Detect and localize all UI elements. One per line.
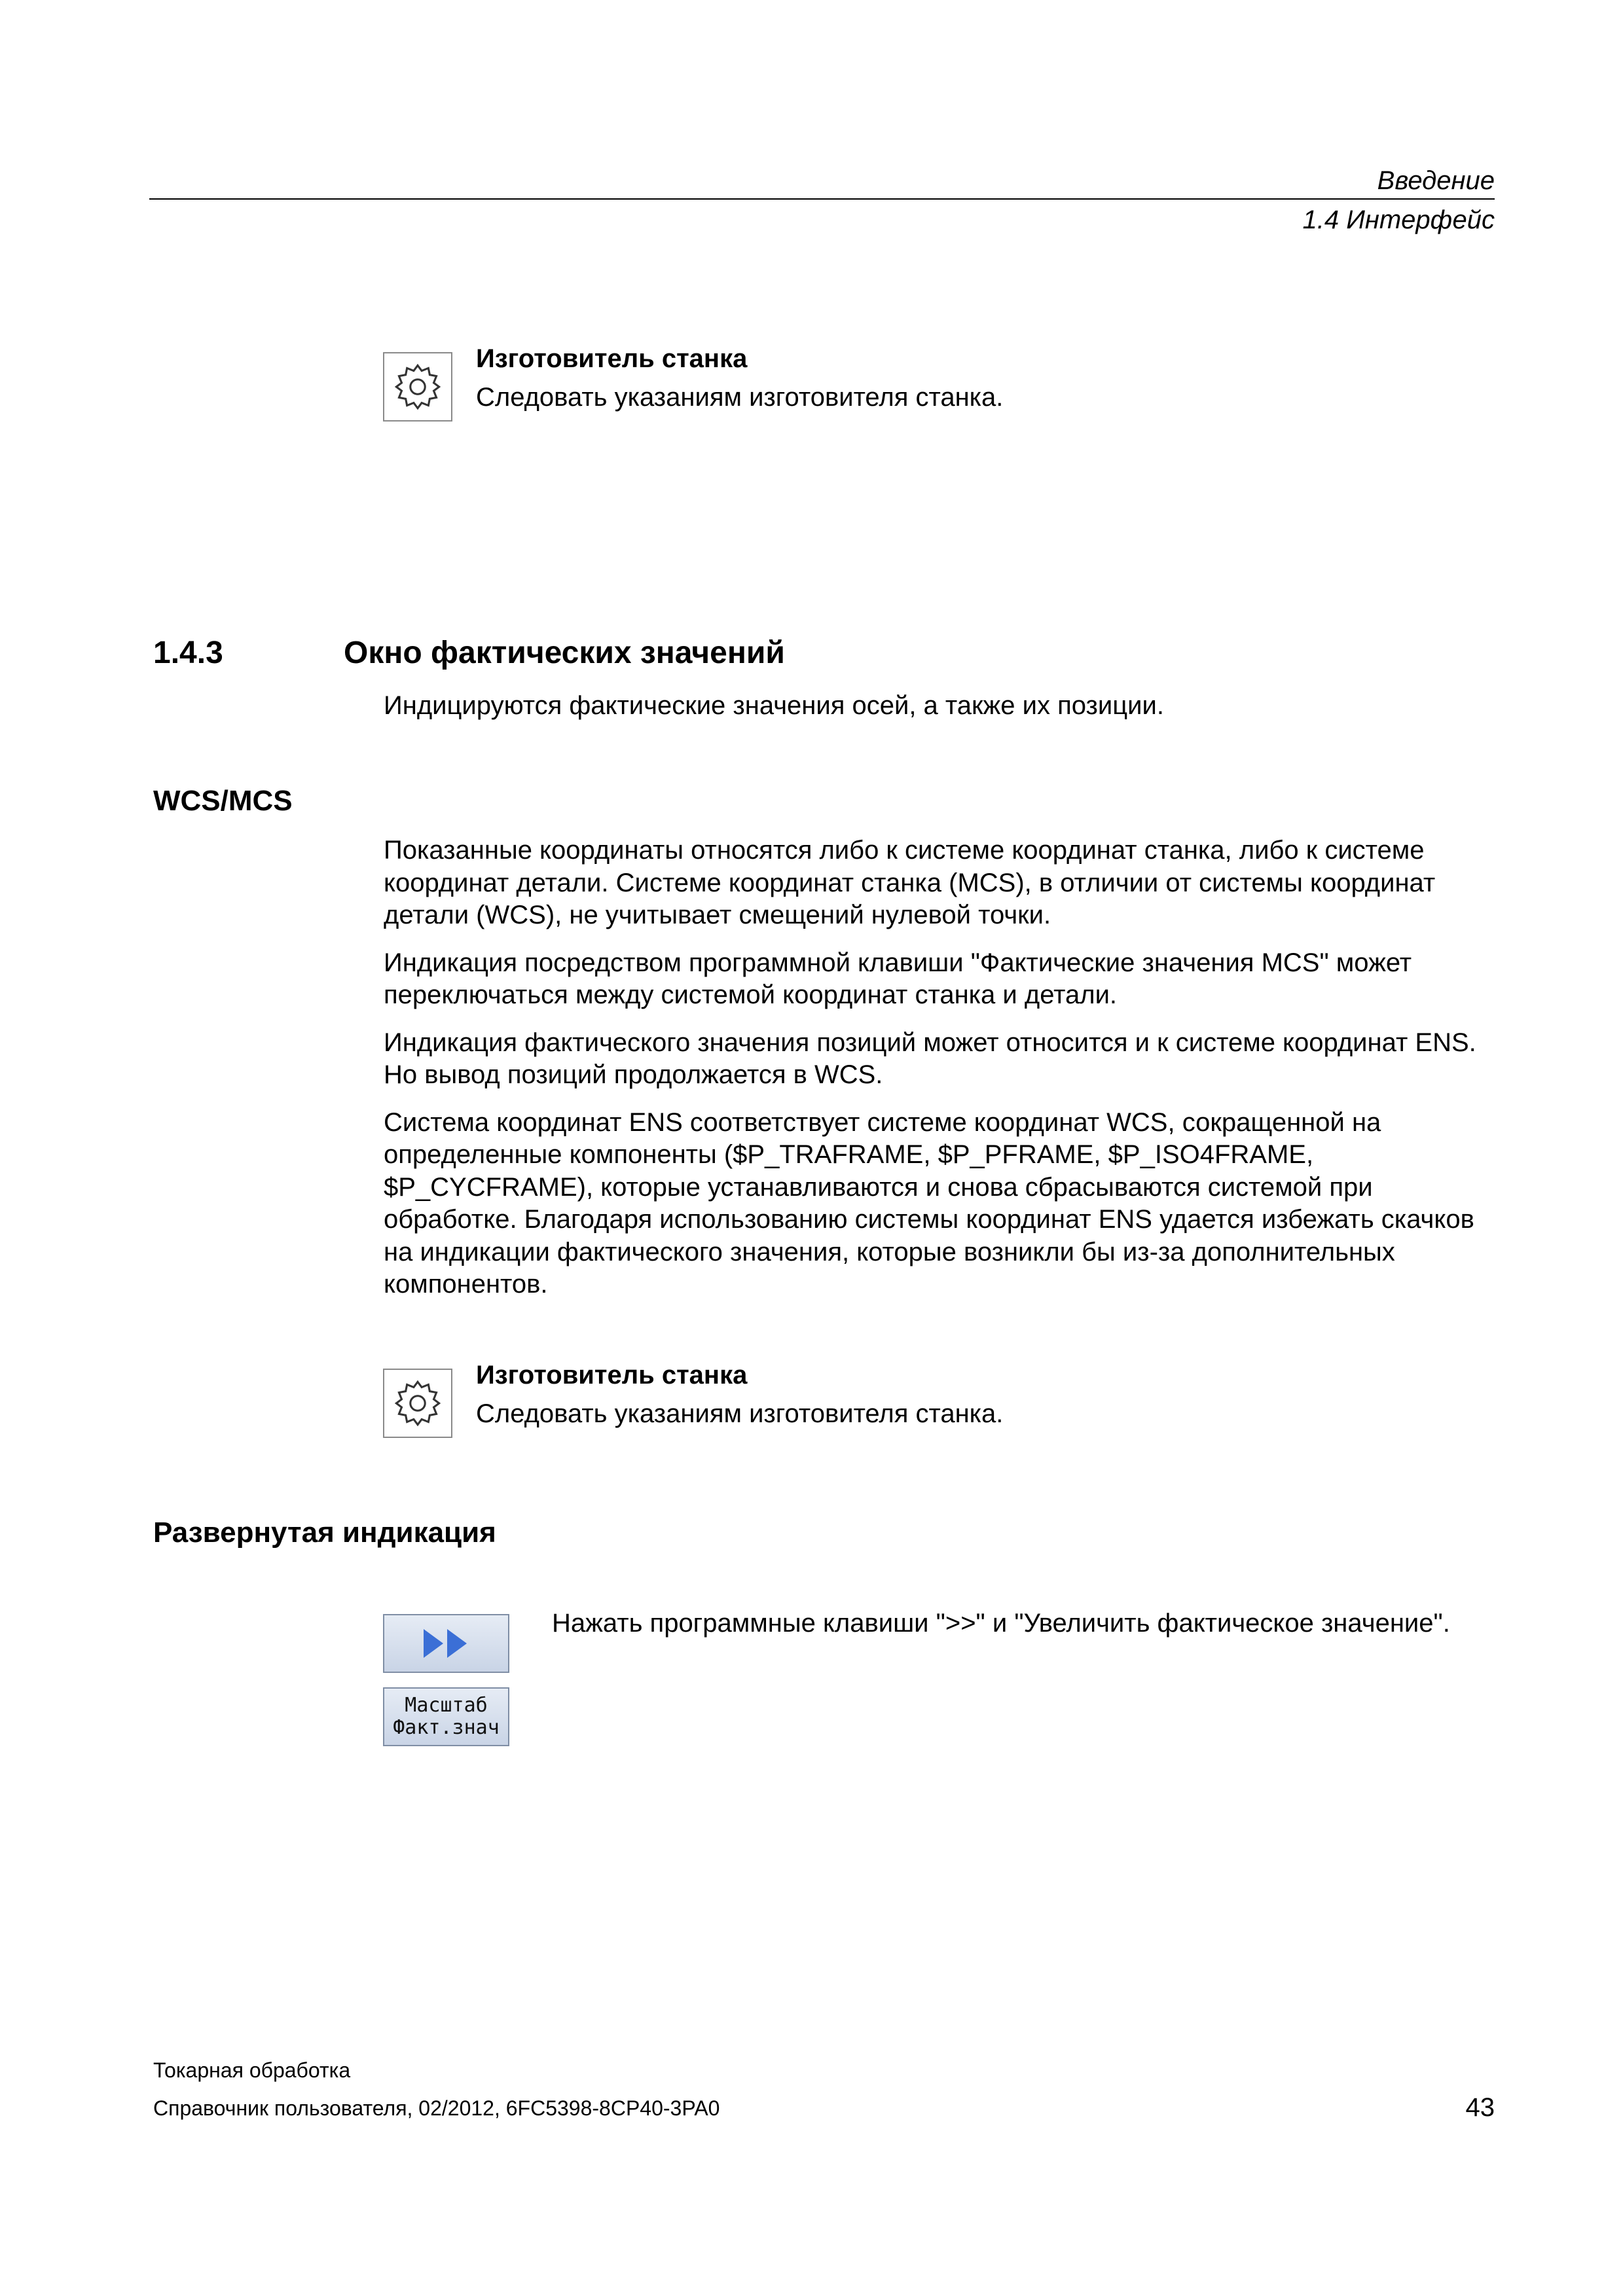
header-section: 1.4 Интерфейс (1302, 206, 1495, 234)
section-title: Окно фактических значений (344, 636, 785, 670)
section-number: 1.4.3 (153, 636, 223, 670)
double-arrow-right-icon (417, 1624, 476, 1663)
section-intro: Индицируются фактические значения осей, а также их позиции. (384, 691, 1164, 720)
header-chapter: Введение (1377, 166, 1495, 195)
subheading-expanded-display: Развернутая индикация (153, 1516, 496, 1549)
gear-icon (383, 1369, 452, 1438)
softkey-label-line1: Масштаб (405, 1694, 488, 1717)
subheading-wcs-mcs: WCS/MCS (153, 785, 293, 817)
footer-product: Токарная обработка (153, 2058, 351, 2082)
softkey-zoom-actual-value-button[interactable] (383, 1687, 509, 1746)
note-text: Следовать указаниям изготовителя станка. (476, 1399, 1004, 1428)
softkey-instruction: Нажать программные клавиши ">>" и "Увеличить фактическое значение". (552, 1609, 1450, 1638)
paragraph: Показанные координаты относятся либо к системе координат станка, либо к системе координат детали. Системе координат станка (MCS), в отличии от системы координат детали (WCS), не учитывает смещений нулевой точки. (384, 836, 1436, 929)
note-text: Следовать указаниям изготовителя станка. (476, 383, 1004, 412)
note-title: Изготовитель станка (476, 344, 748, 373)
page-number: 43 (1465, 2093, 1495, 2122)
paragraph: Индикация посредством программной клавиши "Фактические значения MCS" может переключаться между системой координат станка и детали. (384, 948, 1412, 1009)
header-rule (149, 198, 1495, 200)
note-title: Изготовитель станка (476, 1361, 748, 1390)
paragraph: Система координат ENS соответствует системе координат WCS, сокращенной на определенные компоненты ($P_TRAFRAME, $P_PFRAME, $P_ISO4FRAME, $P_CYCFRAME), которые устанавливаются и снова сбрасываются системой при обработке. Благодаря использованию системы координат ENS удается избежать скачков на индикации фактического значения, которые возникли бы из-за дополнительных компонентов. (384, 1107, 1474, 1299)
gear-icon (383, 352, 452, 422)
softkey-next-button[interactable] (383, 1614, 509, 1673)
wcs-mcs-body (384, 834, 1510, 1316)
paragraph: Индикация фактического значения позиций может относится и к системе координат ENS. Но вывод позиций продолжается в WCS. (384, 1028, 1476, 1089)
footer-document-id: Справочник пользователя, 02/2012, 6FC5398-8CP40-3PA0 (153, 2096, 720, 2120)
softkey-label-line2: Факт.знач (393, 1716, 500, 1739)
